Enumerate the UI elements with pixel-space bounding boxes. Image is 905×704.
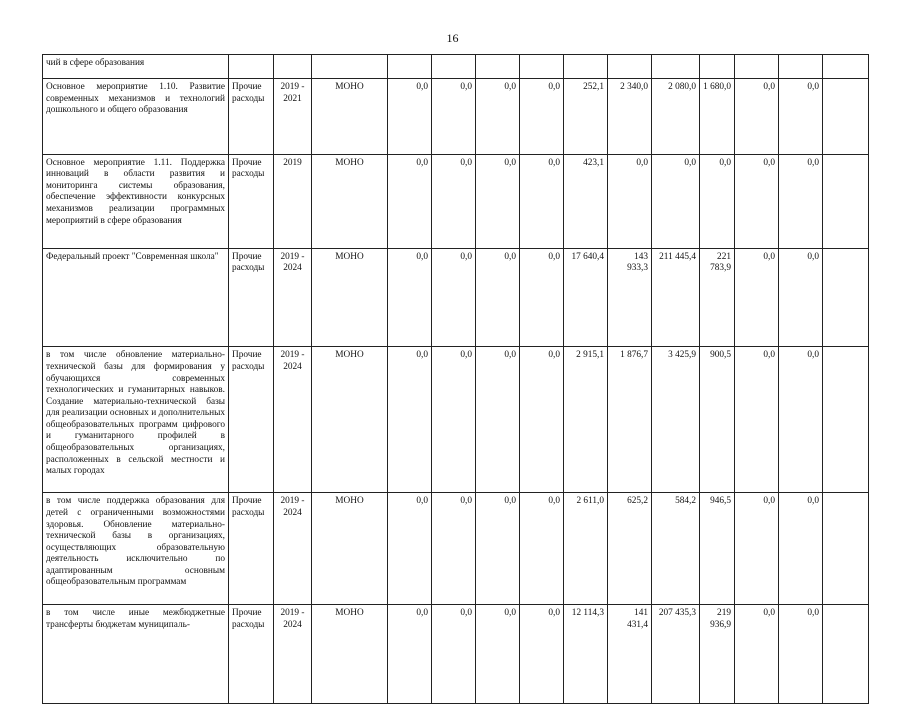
- row-description: Федеральный проект "Современная школа": [43, 248, 229, 347]
- value-cell: 0,0: [432, 248, 476, 347]
- value-cell: 0,0: [520, 154, 564, 248]
- table-row: [43, 605, 869, 704]
- value-cell: 1 680,0: [700, 79, 735, 155]
- value-cell: 2 915,1: [564, 347, 608, 493]
- executor: МОНО: [312, 605, 388, 704]
- table-row: [43, 347, 869, 493]
- row-description: в том числе иные межбюджетные трансферты бюджетам муниципаль-: [43, 605, 229, 704]
- value-cell: 900,5: [700, 347, 735, 493]
- period: 2019 - 2024: [274, 347, 312, 493]
- period: 2019 - 2024: [274, 605, 312, 704]
- value-cell: 1 876,7: [608, 347, 652, 493]
- value-cell: [476, 55, 520, 79]
- value-cell: 143 933,3: [608, 248, 652, 347]
- value-cell: 0,0: [779, 605, 823, 704]
- row-description: чий в сфере образования: [43, 55, 229, 79]
- executor: МОНО: [312, 154, 388, 248]
- period: 2019: [274, 154, 312, 248]
- value-cell: 141 431,4: [608, 605, 652, 704]
- value-cell: 0,0: [432, 347, 476, 493]
- value-cell: 2 611,0: [564, 493, 608, 605]
- executor: МОНО: [312, 493, 388, 605]
- executor: МОНО: [312, 248, 388, 347]
- value-cell: 0,0: [779, 248, 823, 347]
- value-cell: 0,0: [779, 79, 823, 155]
- value-cell: 219 936,9: [700, 605, 735, 704]
- value-cell: 0,0: [388, 79, 432, 155]
- row-description: в том числе обновление материально-технической базы для формирования у обучающихся современных технологических и гуманитарных навыков. Создание материально-технической базы для реализации основных и дополнительных общеобразовательных программ цифрового и гуманитарного профилей в общеобразовательных организациях, расположенных в сельской местности и малых городах: [43, 347, 229, 493]
- value-cell: [432, 55, 476, 79]
- value-cell: 0,0: [652, 154, 700, 248]
- value-cell: [823, 154, 869, 248]
- value-cell: 211 445,4: [652, 248, 700, 347]
- page-number: 16: [446, 31, 459, 45]
- value-cell: 0,0: [700, 154, 735, 248]
- value-cell: [823, 605, 869, 704]
- value-cell: 0,0: [388, 493, 432, 605]
- value-cell: 584,2: [652, 493, 700, 605]
- value-cell: 0,0: [735, 605, 779, 704]
- value-cell: 207 435,3: [652, 605, 700, 704]
- value-cell: 0,0: [608, 154, 652, 248]
- value-cell: [520, 55, 564, 79]
- value-cell: 0,0: [476, 248, 520, 347]
- value-cell: [735, 55, 779, 79]
- executor: МОНО: [312, 347, 388, 493]
- executor: [312, 55, 388, 79]
- table-row: [43, 493, 869, 605]
- value-cell: 0,0: [432, 79, 476, 155]
- table-row: [43, 55, 869, 79]
- value-cell: 0,0: [735, 79, 779, 155]
- value-cell: 946,5: [700, 493, 735, 605]
- table-row: [43, 79, 869, 155]
- value-cell: 0,0: [520, 605, 564, 704]
- budget-table: [42, 54, 869, 704]
- funding-source: [229, 55, 274, 79]
- value-cell: 0,0: [520, 493, 564, 605]
- value-cell: 0,0: [476, 347, 520, 493]
- value-cell: 0,0: [388, 605, 432, 704]
- value-cell: 0,0: [520, 248, 564, 347]
- value-cell: 2 340,0: [608, 79, 652, 155]
- value-cell: 0,0: [520, 79, 564, 155]
- funding-source: Прочие расходы: [229, 79, 274, 155]
- value-cell: [823, 248, 869, 347]
- period: 2019 - 2024: [274, 248, 312, 347]
- value-cell: 221 783,9: [700, 248, 735, 347]
- value-cell: 0,0: [735, 248, 779, 347]
- value-cell: [700, 55, 735, 79]
- value-cell: 0,0: [779, 493, 823, 605]
- value-cell: 0,0: [432, 605, 476, 704]
- value-cell: 252,1: [564, 79, 608, 155]
- value-cell: 0,0: [432, 154, 476, 248]
- funding-source: Прочие расходы: [229, 154, 274, 248]
- value-cell: [779, 55, 823, 79]
- value-cell: 3 425,9: [652, 347, 700, 493]
- row-description: Основное мероприятие 1.11. Поддержка инноваций в области развития и мониторинга системы образования, обеспечение эффективности конкурсных механизмов реализации программных мероприятий в сфере образования: [43, 154, 229, 248]
- value-cell: [823, 55, 869, 79]
- value-cell: [608, 55, 652, 79]
- funding-source: Прочие расходы: [229, 347, 274, 493]
- value-cell: 0,0: [388, 248, 432, 347]
- value-cell: 0,0: [432, 493, 476, 605]
- value-cell: 0,0: [520, 347, 564, 493]
- value-cell: 0,0: [476, 154, 520, 248]
- value-cell: 12 114,3: [564, 605, 608, 704]
- value-cell: 0,0: [476, 79, 520, 155]
- value-cell: [823, 79, 869, 155]
- value-cell: 2 080,0: [652, 79, 700, 155]
- value-cell: 0,0: [388, 154, 432, 248]
- value-cell: [388, 55, 432, 79]
- funding-source: Прочие расходы: [229, 605, 274, 704]
- value-cell: 0,0: [735, 493, 779, 605]
- value-cell: 0,0: [735, 347, 779, 493]
- period: [274, 55, 312, 79]
- funding-source: Прочие расходы: [229, 493, 274, 605]
- value-cell: 0,0: [388, 347, 432, 493]
- executor: МОНО: [312, 79, 388, 155]
- row-description: в том числе поддержка образования для детей с ограниченными возможностями здоровья. Обновление материально-технической базы в организациях, осуществляющих образовательную деятельность исключительно по адаптированным основным общеобразовательным программам: [43, 493, 229, 605]
- value-cell: 0,0: [779, 154, 823, 248]
- value-cell: [564, 55, 608, 79]
- value-cell: 0,0: [476, 493, 520, 605]
- value-cell: [823, 493, 869, 605]
- value-cell: 0,0: [779, 347, 823, 493]
- value-cell: [652, 55, 700, 79]
- row-description: Основное мероприятие 1.10. Развитие современных механизмов и технологий дошкольного и общего образования: [43, 79, 229, 155]
- value-cell: 625,2: [608, 493, 652, 605]
- table-row: [43, 248, 869, 347]
- period: 2019 - 2021: [274, 79, 312, 155]
- value-cell: 17 640,4: [564, 248, 608, 347]
- period: 2019 - 2024: [274, 493, 312, 605]
- value-cell: 423,1: [564, 154, 608, 248]
- value-cell: 0,0: [476, 605, 520, 704]
- funding-source: Прочие расходы: [229, 248, 274, 347]
- table-row: [43, 154, 869, 248]
- value-cell: [823, 347, 869, 493]
- value-cell: 0,0: [735, 154, 779, 248]
